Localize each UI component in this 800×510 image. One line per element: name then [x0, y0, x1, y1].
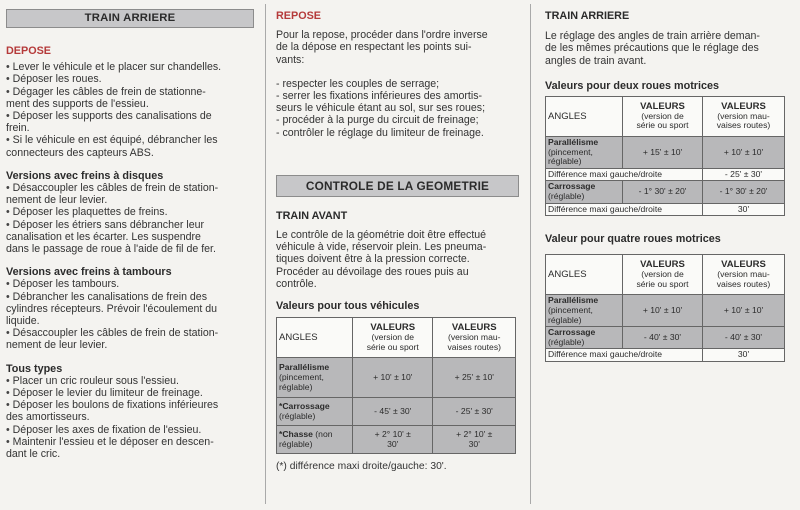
table-row-carrossage — [546, 181, 785, 203]
list-freins-tambours — [6, 278, 254, 351]
value-mauvaises-routes: - 25' ± 30' — [433, 398, 516, 426]
valeurs-sub: (version mau- vaises routes) — [716, 110, 771, 131]
valeurs-sub: (version mau- vaises routes) — [447, 331, 501, 352]
table-deux-roues — [545, 96, 785, 216]
list-item — [6, 399, 254, 423]
text-line: vants: — [276, 53, 305, 66]
row-label-title: Parallélisme — [548, 295, 599, 306]
value-difference: 30' — [703, 349, 785, 362]
repose-items — [276, 78, 519, 139]
value-mauvaises-routes: + 10' ± 10' — [703, 295, 785, 327]
list-item — [6, 206, 254, 218]
heading-quatre-roues-motrices: Valeur pour quatre roues motrices — [545, 233, 721, 246]
row-label-sub: (pincement, réglable) — [548, 304, 593, 325]
table-train-avant — [276, 317, 516, 454]
value-difference: 30' — [703, 203, 785, 216]
table-header-row — [546, 255, 785, 295]
list-item-text: Si le véhicule en est équipé, débrancher les connecteurs des capteurs ABS. — [6, 134, 218, 159]
text-line: Le contrôle de la géométrie doit être effectué — [276, 229, 487, 242]
row-label-title: Carrossage — [548, 327, 596, 338]
text-line: Le réglage des angles de train arrière deman- — [545, 30, 760, 43]
list-item-text: Dégager les câbles de frein de stationne- ment des supports de l'essieu. — [6, 85, 206, 110]
value-serie: + 15' ± 10' — [623, 137, 703, 169]
value-mauvaises-routes: - 1° 30' ± 20' — [703, 181, 785, 203]
value-serie: - 1° 30' ± 20' — [623, 181, 703, 203]
text-line: véhicule à vide, réservoir plein. Les pneuma- — [276, 241, 487, 254]
valeurs-sub: (version mau- vaises routes) — [716, 269, 771, 289]
header-valeurs-mauvaises-routes — [703, 97, 785, 137]
value-mauvaises-routes: - 40' ± 30' — [703, 327, 785, 349]
header-valeurs-serie — [623, 97, 703, 137]
table-row-difference-carrossage — [546, 203, 785, 216]
value-serie: + 10' ± 10' — [623, 295, 703, 327]
heading-deux-roues-motrices: Valeurs pour deux roues motrices — [545, 79, 720, 92]
list-item — [6, 110, 254, 134]
bullet-icon: • — [6, 278, 13, 291]
row-label-sub: (non — [312, 429, 333, 440]
bullet-icon: • — [6, 387, 13, 400]
table-quatre-roues — [545, 254, 785, 362]
row-label — [546, 181, 623, 203]
train-avant-text — [276, 229, 519, 290]
text-line: - respecter les couples de serrage; — [276, 77, 440, 90]
list-item-text: Déposer les supports des canalisations de frein. — [6, 110, 212, 135]
value-serie: + 10' ± 10' — [353, 358, 433, 398]
angles-label: ANGLES — [548, 269, 587, 281]
row-label-title: Parallélisme — [279, 362, 330, 373]
bullet-icon: • — [6, 374, 13, 387]
header-valeurs-mauvaises-routes — [703, 255, 785, 295]
list-item-text: Déposer les plaquettes de freins. — [12, 206, 168, 219]
row-label — [546, 327, 623, 349]
list-item — [6, 61, 254, 73]
repose-text — [276, 29, 519, 66]
heading-freins-tambours: Versions avec freins à tambours — [6, 266, 172, 279]
section-heading-geometrie: CONTROLE DE LA GEOMETRIE — [276, 175, 519, 197]
angles-label: ANGLES — [279, 331, 318, 343]
section-heading-train-arriere: TRAIN ARRIERE — [6, 9, 254, 28]
bullet-icon: • — [6, 327, 13, 340]
bullet-icon: • — [6, 435, 13, 448]
table-row-parallelisme — [546, 295, 785, 327]
text-line: - serrer les fixations inférieures des amortis- — [276, 90, 483, 103]
bullet-icon: • — [6, 182, 13, 195]
heading-depose: DEPOSE — [6, 45, 52, 57]
list-tous-types — [6, 375, 254, 460]
value-mauvaises-routes: + 2° 10' ± 30' — [433, 426, 516, 454]
list-item — [6, 134, 254, 158]
valeurs-sub: (version de série ou sport — [366, 331, 419, 352]
text-line: contrôle. — [276, 277, 317, 290]
value-serie: - 45' ± 30' — [353, 398, 433, 426]
list-item — [6, 86, 254, 110]
bullet-icon: • — [6, 85, 13, 98]
angles-label: ANGLES — [548, 110, 587, 122]
list-item — [6, 278, 254, 290]
header-angles — [546, 255, 623, 295]
table-row-parallelisme — [546, 137, 785, 169]
bullet-icon: • — [6, 218, 13, 231]
bullet-icon: • — [6, 290, 13, 303]
row-label: Différence maxi gauche/droite — [546, 203, 703, 216]
valeurs-head: VALEURS — [721, 101, 766, 113]
list-item-text: Placer un cric rouleur sous l'essieu. — [12, 374, 179, 387]
list-item — [6, 219, 254, 256]
list-item-text: Débrancher les canalisations de frein des cylindres récepteurs. Prévoir l'écoulement du liquide. — [6, 290, 218, 328]
list-item — [6, 73, 254, 85]
valeurs-head: VALEURS — [370, 322, 416, 334]
footnote: (*) différence maxi droite/gauche: 30'. — [276, 461, 447, 473]
heading-tous-types: Tous types — [6, 362, 63, 375]
list-item — [6, 375, 254, 387]
bullet-icon: • — [6, 73, 13, 86]
column-divider-left — [265, 4, 266, 504]
table-row-difference — [546, 349, 785, 362]
bullet-icon: • — [6, 110, 13, 123]
text-line: seurs le véhicule étant au sol, sur ses roues; — [276, 102, 486, 115]
list-item — [6, 291, 254, 328]
row-label-title: *Chasse — [279, 429, 313, 440]
heading-train-arriere-reglage: TRAIN ARRIERE — [545, 10, 630, 22]
value-serie: + 2° 10' ± 30' — [353, 426, 433, 454]
heading-repose: REPOSE — [276, 10, 322, 22]
valeurs-head: VALEURS — [721, 259, 766, 271]
list-item — [6, 327, 254, 351]
column-middle — [276, 0, 519, 473]
list-item-text: Déposer les boulons de fixations inférieures des amortisseurs. — [6, 399, 219, 424]
list-item-text: Désaccoupler les câbles de frein de station- nement de leur levier. — [6, 327, 219, 352]
text-line: - contrôler le réglage du limiteur de freinage. — [276, 126, 484, 139]
table-row-carrossage — [546, 327, 785, 349]
list-item — [6, 436, 254, 460]
row-label-sub: (réglable) — [548, 336, 585, 347]
list-item-text: Maintenir l'essieu et le déposer en descen- dant le cric. — [6, 435, 214, 461]
list-item-text: Déposer les tambours. — [12, 278, 120, 291]
row-label-sub: (pincement, réglable) — [279, 371, 324, 392]
list-item-text: Déposer les étriers sans débrancher leur canalisation et les écarter. Les suspendre dans le passage de roue à l'aide de fil de fer. — [6, 218, 216, 256]
list-freins-disques — [6, 182, 254, 255]
text-line: de la dépose en respectant les points sui- — [276, 41, 472, 54]
text-line: Procéder au dévoilage des roues puis au — [276, 265, 469, 278]
bullet-icon: • — [6, 423, 13, 436]
column-right — [545, 0, 794, 362]
header-valeurs-serie — [623, 255, 703, 295]
value-mauvaises-routes: + 25' ± 10' — [433, 358, 516, 398]
table-row — [277, 426, 516, 454]
bullet-icon: • — [6, 61, 13, 74]
text-line: Pour la repose, procéder dans l'ordre inverse — [276, 29, 488, 42]
list-item — [6, 387, 254, 399]
value-difference: - 25' ± 30' — [703, 168, 785, 181]
list-item — [6, 182, 254, 206]
row-label-sub: (réglable) — [548, 190, 585, 201]
bullet-icon: • — [6, 399, 13, 412]
table-row — [277, 398, 516, 426]
value-serie: - 40' ± 30' — [623, 327, 703, 349]
table-header-row — [277, 318, 516, 358]
bullet-icon: • — [6, 134, 13, 147]
header-angles — [277, 318, 353, 358]
header-valeurs-serie — [353, 318, 433, 358]
row-label: *Chasse (non réglable) — [277, 426, 353, 454]
row-label-sub: (pincement, réglable) — [548, 146, 593, 167]
header-valeurs-mauvaises-routes — [433, 318, 516, 358]
row-label — [546, 137, 623, 169]
heading-valeurs-tous-vehicules: Valeurs pour tous véhicules — [276, 300, 420, 313]
text-line: de les mêmes précautions que le réglage des — [545, 42, 759, 55]
train-arriere-intro — [545, 30, 794, 67]
list-item-text: Déposer les roues. — [12, 73, 102, 86]
text-line: - procéder à la purge du circuit de freinage; — [276, 114, 479, 127]
row-label-title: Parallélisme — [548, 137, 599, 148]
table-row — [277, 358, 516, 398]
valeurs-head: VALEURS — [640, 259, 685, 271]
header-angles — [546, 97, 623, 137]
column-divider-right — [530, 4, 531, 504]
heading-train-avant: TRAIN AVANT — [276, 209, 348, 222]
row-label — [277, 358, 353, 398]
list-depose — [6, 61, 254, 159]
list-item-text: Déposer le levier du limiteur de freinage. — [12, 387, 203, 400]
list-item-text: Déposer les axes de fixation de l'essieu. — [12, 423, 202, 436]
table-row-difference-parallelisme — [546, 168, 785, 181]
list-item — [6, 424, 254, 436]
text-line: tiques doivent être à la pression correcte. — [276, 253, 470, 266]
table-header-row — [546, 97, 785, 137]
row-label-sub: (réglable) — [279, 410, 316, 421]
list-item-text: Désaccoupler les câbles de frein de station- nement de leur levier. — [6, 182, 219, 207]
row-label — [546, 295, 623, 327]
row-label: Différence maxi gauche/droite — [546, 168, 703, 181]
row-label-title: *Carrossage — [279, 401, 330, 412]
heading-freins-disques: Versions avec freins à disques — [6, 169, 164, 182]
text-line: angles de train avant. — [545, 54, 647, 67]
valeurs-head: VALEURS — [640, 101, 685, 113]
valeurs-head: VALEURS — [451, 322, 497, 334]
value-mauvaises-routes: + 10' ± 10' — [703, 137, 785, 169]
bullet-icon: • — [6, 206, 13, 219]
row-label-title: Carrossage — [548, 181, 596, 192]
column-left — [6, 0, 254, 460]
row-label — [277, 398, 353, 426]
valeurs-sub: (version de série ou sport — [636, 269, 689, 289]
row-label: Différence maxi gauche/droite — [546, 349, 703, 362]
list-item-text: Lever le véhicule et le placer sur chandelles. — [12, 61, 222, 74]
valeurs-sub: (version de série ou sport — [636, 110, 689, 131]
